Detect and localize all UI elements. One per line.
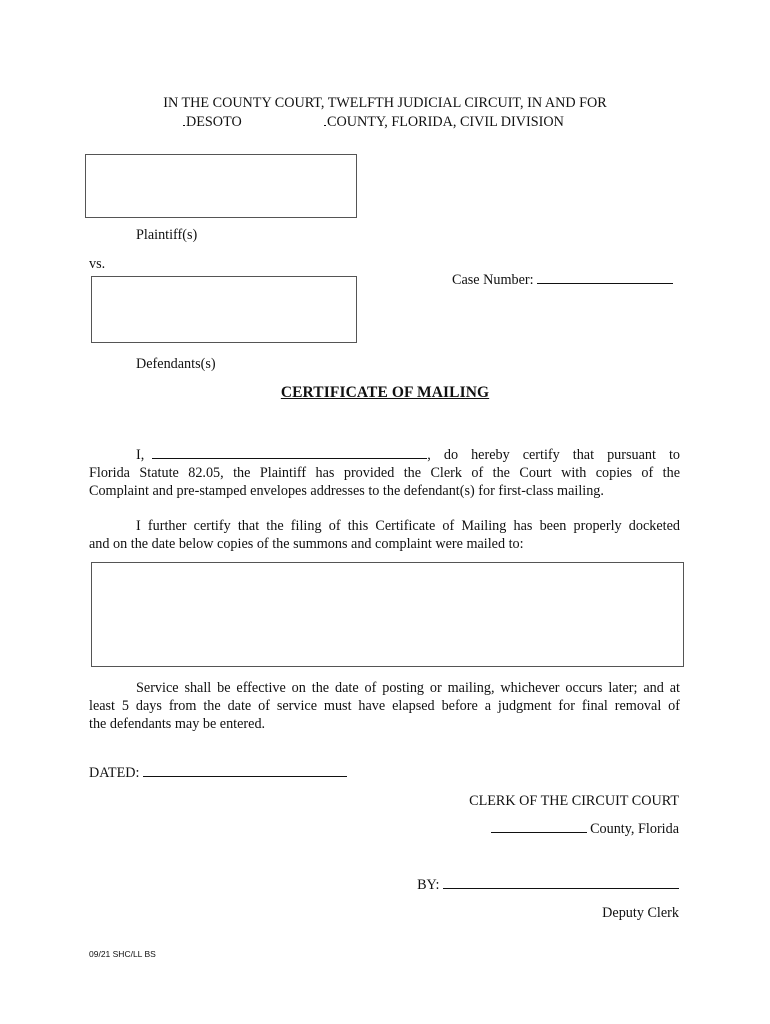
- field-marker: [324, 125, 326, 126]
- paragraph1-line3: Complaint and pre-stamped envelopes addresses to the defendant(s) for first-class mailing.: [89, 483, 604, 499]
- paragraph3-line3: the defendants may be entered.: [89, 716, 266, 732]
- paragraph3-line1: Service shall be effective on the date of posting or mailing, whichever occurs later; and at: [136, 680, 680, 696]
- document-title: CERTIFICATE OF MAILING: [280, 384, 490, 401]
- service-paragraph: [89, 679, 680, 733]
- further-certify-paragraph: [89, 517, 680, 553]
- clerk-county-row: [491, 821, 679, 838]
- paragraph2-line2: and on the date below copies of the summons and complaint were mailed to:: [89, 536, 524, 552]
- court-header-line2-rest: [324, 114, 564, 131]
- dated-field[interactable]: [143, 776, 347, 777]
- header-county-text: COUNTY, FLORIDA, CIVIL DIVISION: [327, 114, 564, 130]
- case-number-field[interactable]: [537, 283, 673, 284]
- defendant-field[interactable]: [91, 276, 357, 343]
- signature-field[interactable]: [443, 888, 679, 889]
- paragraph3-line2: least 5 days from the date of service must have elapsed before a judgment for final removal of: [89, 698, 680, 714]
- clerk-county-field[interactable]: [491, 832, 587, 833]
- case-number: [452, 272, 673, 289]
- paragraph2-line1: I further certify that the filing of this Certificate of Mailing has been properly docketed: [136, 518, 680, 534]
- mailed-to-field[interactable]: [91, 562, 684, 667]
- field-marker: [183, 125, 185, 126]
- paragraph1-line2: Florida Statute 82.05, the Plaintiff has provided the Clerk of the Court with copies of the: [89, 465, 680, 481]
- by-row: [417, 877, 679, 894]
- para1-end: [427, 446, 680, 464]
- county-name[interactable]: DESOTO: [186, 114, 242, 130]
- dated-label: DATED:: [89, 765, 140, 781]
- certification-paragraph: [89, 446, 680, 500]
- court-header-line2: [183, 114, 242, 131]
- vs-label: vs.: [89, 256, 106, 272]
- paragraph1-line1: [89, 446, 680, 464]
- clerk-title: CLERK OF THE CIRCUIT COURT: [469, 793, 679, 809]
- form-footer-code: 09/21 SHC/LL BS: [89, 949, 156, 959]
- court-header-line1: IN THE COUNTY COURT, TWELFTH JUDICIAL CIRCUIT, IN AND FOR: [163, 95, 607, 111]
- clerk-county-suffix: County, Florida: [590, 821, 679, 837]
- by-label: BY:: [417, 877, 440, 893]
- defendant-label: Defendants(s): [136, 356, 216, 372]
- deputy-clerk-label: Deputy Clerk: [602, 905, 679, 921]
- case-number-label: Case Number:: [452, 272, 534, 288]
- certifier-name-field[interactable]: [152, 458, 427, 459]
- plaintiff-label: Plaintiff(s): [136, 227, 198, 243]
- dated-row: [89, 765, 347, 782]
- para1-start: I,: [136, 447, 145, 463]
- plaintiff-field[interactable]: [85, 154, 357, 218]
- para1-end-text: , do hereby certify that pursuant to: [427, 447, 680, 463]
